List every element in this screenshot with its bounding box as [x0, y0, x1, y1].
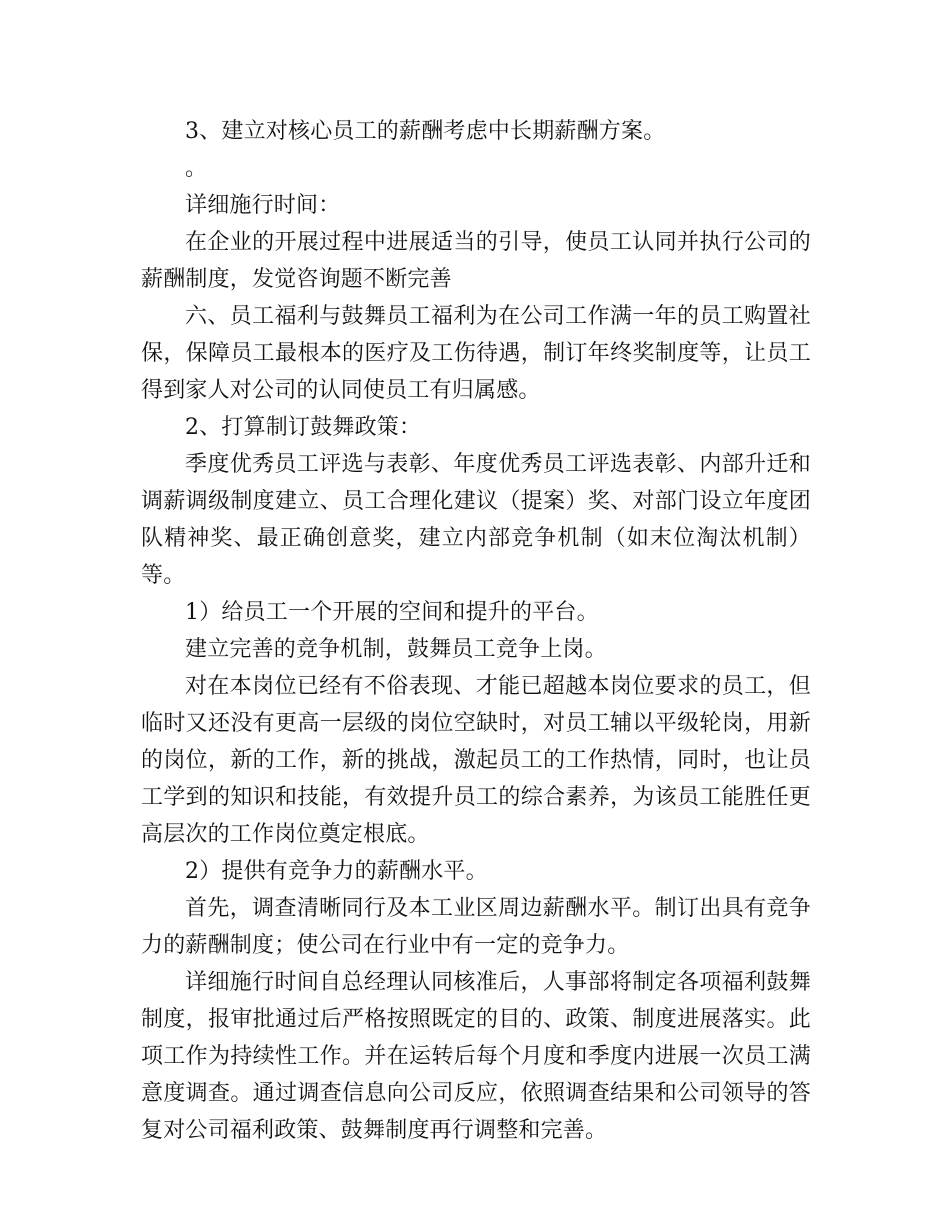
paragraph-4: 在企业的开展过程中进展适当的引导，使员工认同并执行公司的薪酬制度，发觉咨询题不断完善 [141, 230, 811, 292]
paragraph-11: 2）提供有竞争力的薪酬水平。 [185, 859, 488, 884]
paragraph-5: 六、员工福利与鼓舞员工福利为在公司工作满一年的员工购置社保，保障员工最根本的医疗及工伤待遇，制订年终奖制度等，让员工得到家人对公司的认同使员工有归属感。 [141, 304, 811, 403]
paragraph-8: 1）给员工一个开展的空间和提升的平台。 [185, 600, 599, 625]
paragraph-12: 首先，调查清晰同行及本工业区周边薪酬水平。制订出具有竞争力的薪酬制度；使公司在行业中有一定的竞争力。 [141, 896, 811, 958]
paragraph-6: 2、打算制订鼓舞政策： [185, 415, 422, 440]
paragraph-3: 详细施行时间： [185, 193, 341, 218]
paragraph-13: 详细施行时间自总经理认同核准后，人事部将制定各项福利鼓舞制度，报审批通过后严格按照既定的目的、政策、制度进展落实。此项工作为持续性工作。并在运转后每个月度和季度内进展一次员工满意度调查。通过调查信息向公司反应，依照调查结果和公司领导的答复对公司福利政策、鼓舞制度再行调整和完善。 [141, 970, 811, 1143]
paragraph-10: 对在本岗位已经有不俗表现、才能已超越本岗位要求的员工，但临时又还没有更高一层级的岗位空缺时，对员工辅以平级轮岗，用新的岗位，新的工作，新的挑战，激起员工的工作热情，同时，也让员工学到的知识和技能，有效提升员工的综合素养，为该员工能胜任更高层次的工作岗位奠定根底。 [141, 674, 811, 847]
paragraph-7: 季度优秀员工评选与表彰、年度优秀员工评选表彰、内部升迁和调薪调级制度建立、员工合理化建议（提案）奖、对部门设立年度团队精神奖、最正确创意奖，建立内部竞争机制（如末位淘汰机制）等。 [141, 452, 811, 588]
document-body [141, 113, 811, 1149]
paragraph-2: 。 [185, 156, 208, 181]
paragraph-1: 3、建立对核心员工的薪酬考虑中长期薪酬方案。 [185, 119, 666, 144]
paragraph-9: 建立完善的竞争机制，鼓舞员工竞争上岗。 [185, 637, 607, 662]
